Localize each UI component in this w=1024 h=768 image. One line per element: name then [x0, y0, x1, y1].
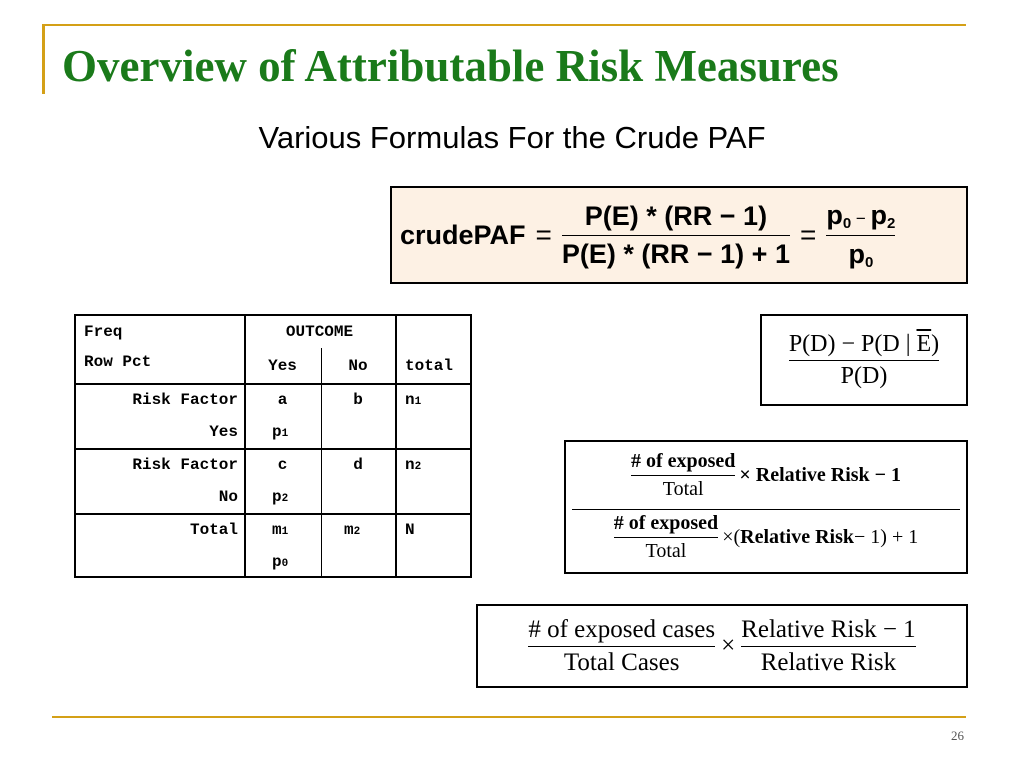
subscript: 1	[414, 396, 422, 408]
crude-paf-formula-box	[390, 186, 968, 284]
subscript: 0	[281, 558, 289, 570]
outer-numerator-tail: × Relative Risk − 1	[739, 464, 902, 486]
outer-denominator-tail: − 1) + 1	[854, 526, 919, 548]
pd-formula-box	[760, 314, 968, 406]
table-row-divider	[76, 448, 470, 450]
table-divider	[395, 316, 397, 576]
cell-b: b	[353, 391, 363, 409]
fraction-bar	[741, 646, 916, 647]
p-symbol: p	[272, 488, 282, 506]
table-divider	[244, 316, 246, 576]
cases-denominator: Total Cases	[563, 648, 680, 676]
subscript: 2	[281, 493, 289, 505]
times-sign: ×	[721, 632, 736, 659]
inner-denominator: Total	[645, 540, 687, 562]
outer-denominator-prefix: ×(	[722, 526, 741, 548]
n-symbol: n	[405, 456, 415, 474]
fraction-bar	[789, 360, 939, 361]
top-rule	[42, 24, 966, 26]
row-label-no: No	[218, 488, 238, 506]
subscript: 2	[414, 461, 422, 473]
subscript: 1	[281, 428, 289, 440]
crude-paf-label: crudePAF	[400, 219, 526, 250]
column-header-yes: Yes	[268, 357, 297, 375]
outcome-header: OUTCOME	[285, 323, 354, 341]
cases-fraction	[528, 616, 715, 677]
p-symbol: p	[272, 553, 282, 571]
relative-risk-fraction	[741, 616, 916, 677]
cell-n-total: N	[405, 521, 415, 539]
row-label-yes: Yes	[209, 423, 238, 441]
table-divider	[321, 384, 322, 576]
cell-p0	[272, 552, 288, 574]
pd-fraction	[789, 331, 939, 390]
exposed-outer-numerator	[572, 450, 960, 501]
n-symbol: n	[405, 391, 415, 409]
cell-c: c	[277, 456, 288, 474]
cell-m1	[272, 520, 288, 542]
exposed-inner-fraction	[631, 450, 735, 501]
row-label-risk-factor: Risk Factor	[132, 391, 238, 409]
fraction-bar	[562, 235, 790, 236]
corner-header-rowpct: Row Pct	[84, 353, 152, 371]
p-fraction	[826, 200, 895, 271]
m-symbol: m	[272, 521, 282, 539]
p-symbol: p	[826, 199, 843, 230]
slide-subtitle: Various Formulas For the Crude PAF	[258, 120, 766, 155]
fraction-bar	[826, 235, 895, 236]
cell-n1	[405, 390, 421, 412]
table-row-divider	[76, 383, 470, 385]
fraction-bar	[631, 475, 735, 476]
equals-sign: =	[535, 219, 552, 250]
exposed-inner-fraction	[614, 512, 718, 563]
fraction-bar	[528, 646, 715, 647]
minus-sign: −	[851, 208, 871, 228]
row-label-risk-factor: Risk Factor	[132, 456, 238, 474]
subscript: 2	[353, 526, 361, 538]
cell-n2	[405, 455, 421, 477]
subscript: 0	[864, 253, 874, 271]
cell-d: d	[353, 456, 363, 474]
p-symbol: p	[870, 199, 888, 230]
fraction-bar	[614, 537, 718, 538]
inner-numerator: # of exposed	[630, 450, 736, 472]
page-number: 26	[951, 728, 964, 743]
frequency-table	[74, 314, 472, 578]
close-paren: )	[931, 330, 940, 357]
equals-sign: =	[799, 219, 817, 250]
table-row-divider	[76, 513, 470, 515]
column-header-no: No	[348, 357, 368, 375]
subscript: 0	[842, 214, 852, 232]
bottom-rule	[52, 716, 966, 718]
inner-numerator: # of exposed	[613, 512, 719, 534]
rr-fraction-numerator: P(E) * (RR − 1)	[584, 200, 768, 231]
subscript: 2	[887, 214, 896, 232]
row-label-total: Total	[189, 521, 238, 539]
pd-fraction-denominator: P(D)	[840, 362, 888, 389]
rr-fraction-denominator: P(E) * (RR − 1) + 1	[561, 238, 790, 269]
column-header-total: total	[405, 357, 454, 375]
p-symbol: p	[848, 238, 865, 269]
relative-risk-numerator: Relative Risk − 1	[741, 615, 916, 643]
exposed-formula-box	[564, 440, 968, 574]
conditional-bar: |	[905, 330, 911, 357]
exposed-outer-denominator	[572, 512, 960, 563]
pd-fraction-numerator	[789, 331, 939, 358]
cell-a: a	[277, 391, 288, 409]
p-symbol: p	[272, 423, 282, 441]
outer-denominator-rr: Relative Risk	[740, 526, 855, 548]
cases-numerator: # of exposed cases	[528, 615, 716, 643]
e-bar-symbol: $\overline{E}$	[916, 330, 932, 357]
p-fraction-numerator	[826, 200, 895, 232]
cell-m2	[344, 520, 360, 542]
slide-title: Overview of Attributable Risk Measures	[62, 41, 839, 91]
pd-numerator-text: P(D) − P(D	[788, 330, 906, 357]
p-fraction-denominator	[848, 239, 873, 271]
accent-bar	[42, 24, 45, 94]
cell-p1	[272, 422, 288, 444]
subscript: 1	[281, 526, 289, 538]
m-symbol: m	[344, 521, 354, 539]
rr-fraction	[562, 201, 790, 270]
cases-formula-box	[476, 604, 968, 688]
relative-risk-denominator: Relative Risk	[760, 648, 897, 676]
inner-denominator: Total	[662, 478, 704, 500]
cell-p2	[272, 487, 288, 509]
corner-header-freq: Freq	[84, 323, 123, 341]
outer-fraction-bar	[572, 509, 960, 510]
